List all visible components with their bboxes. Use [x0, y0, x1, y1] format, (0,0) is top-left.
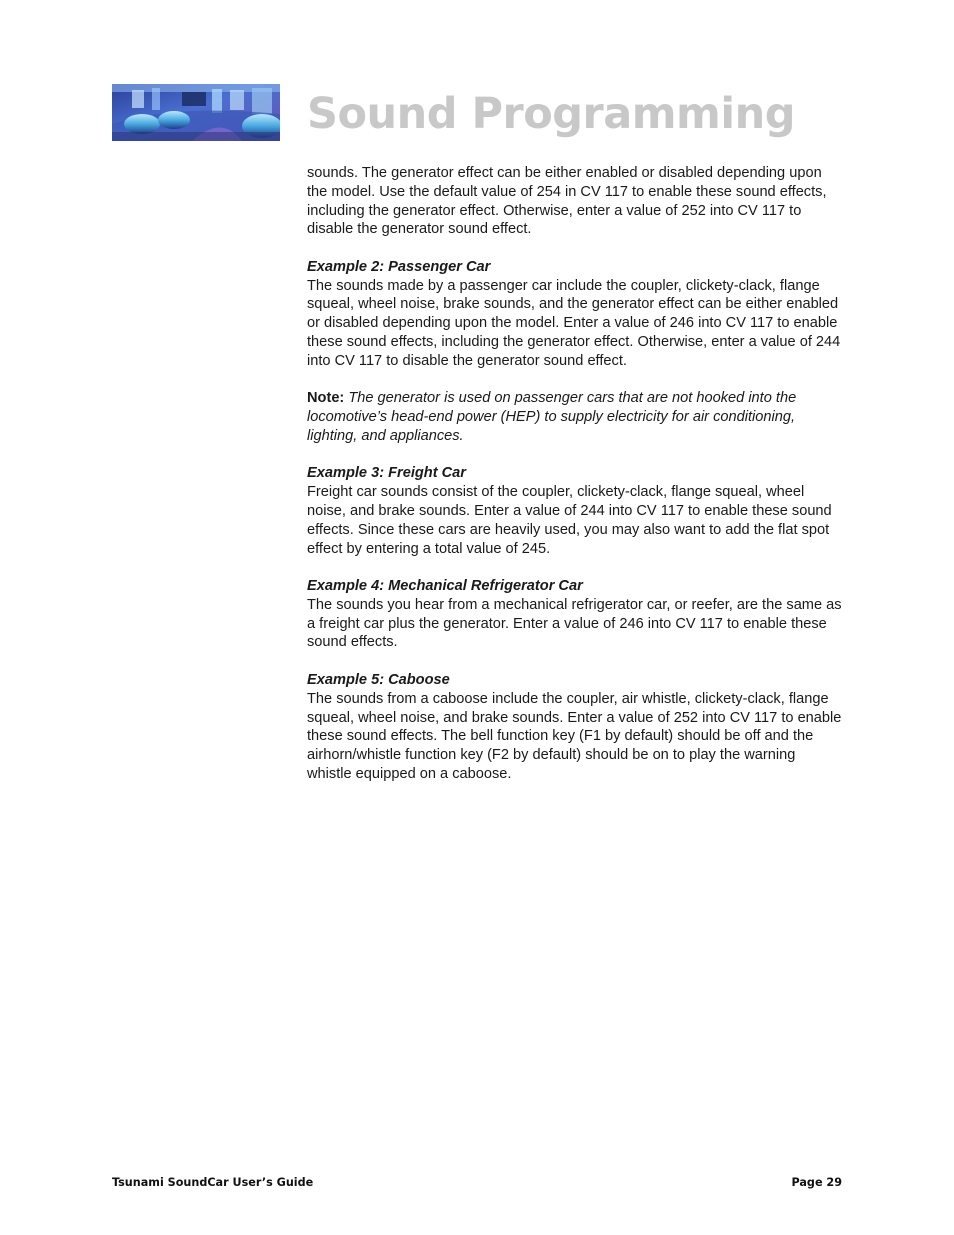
example-4-heading: Example 4: Mechanical Refrigerator Car [307, 578, 583, 595]
page-title: Sound Programming [307, 89, 795, 139]
note-text: The generator is used on passenger cars that are not hooked into the locomotive’s head-end power (HEP) to supply electricity for air conditioning, lighting, and appliances. [307, 390, 797, 444]
example-3-body: Freight car sounds consist of the coupler, clickety-clack, flange squeal, wheel noise, and brake sounds. Enter a value of 244 into CV 117 to enable these sound effects. Since these cars are heavily used, you may also want to add the flat spot effect by entering a total value of 245. [307, 484, 832, 557]
example-3-heading: Example 3: Freight Car [307, 465, 466, 482]
intro-paragraph: sounds. The generator effect can be either enabled or disabled depending upon the model. Use the default value of 254 in CV 117 to enable these sound effects, including the generator effect. Otherwise, enter a value of 252 into CV 117 to disable the generator sound effect. [307, 165, 827, 238]
example-2-section [307, 258, 843, 371]
example-5-section [307, 671, 843, 784]
example-4-body: The sounds you hear from a mechanical refrigerator car, or reefer, are the same as a freight car plus the generator. Enter a value of 246 into CV 117 to enable these sound effects. [307, 596, 842, 651]
note-label: Note: [307, 390, 345, 407]
example-2-body: The sounds made by a passenger car include the coupler, clickety-clack, flange squeal, wheel noise, brake sounds, and the generator effect can be either enabled or disabled depending upon the model. Enter a value of 246 into CV 117 to enable these sound effects, including the generator effect. Otherwise, enter a value of 244 into CV 117 to disable the generator sound effect. [307, 277, 841, 369]
body-content [307, 164, 843, 802]
header-banner-image [112, 84, 280, 141]
footer-page-number: Page 29 [791, 1176, 842, 1189]
example-3-section [307, 464, 843, 558]
example-4-section [307, 577, 843, 652]
footer-guide-title: Tsunami SoundCar User’s Guide [112, 1176, 314, 1189]
example-5-heading: Example 5: Caboose [307, 671, 450, 688]
note-paragraph [307, 389, 843, 445]
example-5-body: The sounds from a caboose include the coupler, air whistle, clickety-clack, flange squeal, wheel noise, and brake sounds. Enter a value of 252 into CV 117 to enable these sound effects. The bell function key (F1 by default) should be off and the airhorn/whistle function key (F2 by default) should be on to play the warning whistle equipped on a caboose. [307, 690, 842, 782]
example-2-heading: Example 2: Passenger Car [307, 258, 491, 275]
